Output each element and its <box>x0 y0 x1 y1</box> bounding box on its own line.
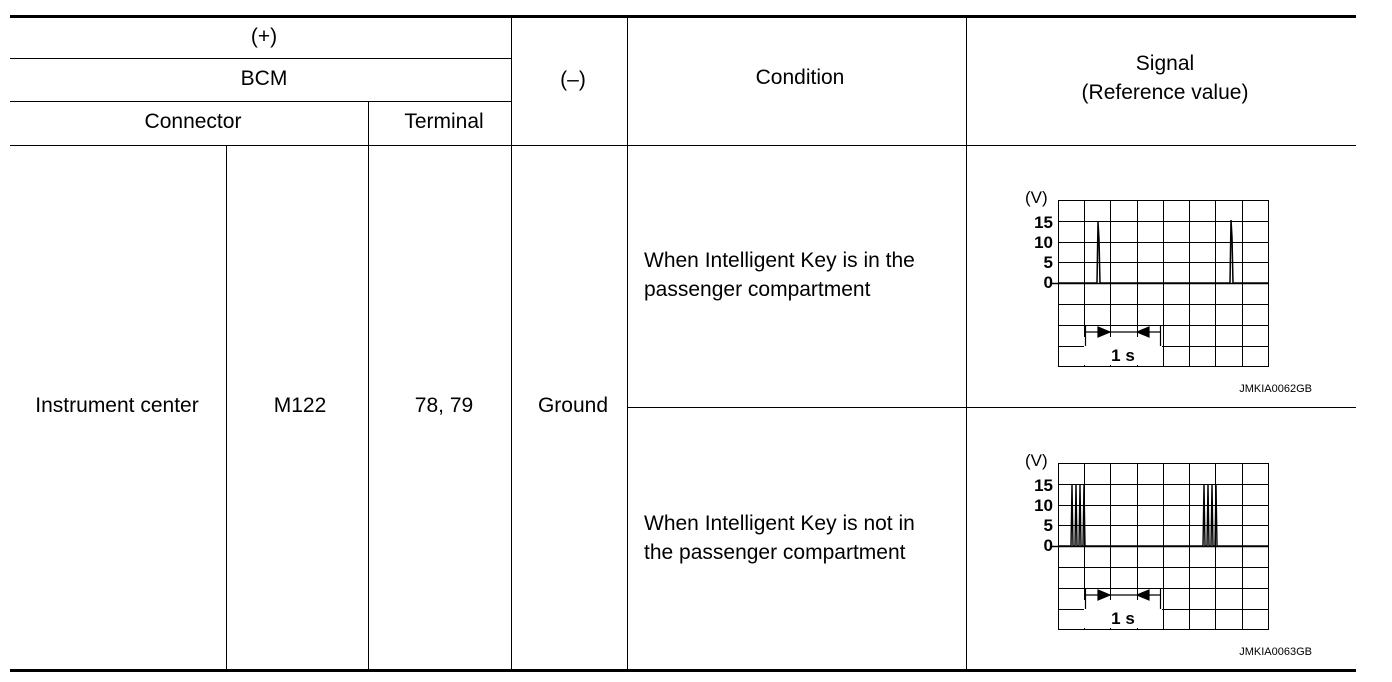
header-rule-plus <box>10 58 512 59</box>
col-divider-signal <box>966 18 967 669</box>
figure-code: JMKIA0062GB <box>1239 383 1312 395</box>
col-divider-connector <box>226 145 227 669</box>
header-signal: Signal <box>1135 52 1195 75</box>
col-divider-condition <box>627 18 628 669</box>
header-rule-bcm <box>10 101 512 102</box>
ytick-5: 5 <box>1043 516 1053 535</box>
col-divider-minus <box>511 18 512 669</box>
ytick-15: 15 <box>1034 476 1053 495</box>
col-divider-terminal <box>368 101 369 669</box>
ytick-15: 15 <box>1034 213 1053 232</box>
connector-number: M122 <box>273 394 327 417</box>
condition-2-line-2: the passenger compartment <box>644 541 906 564</box>
terminal-number: 78, 79 <box>414 394 474 417</box>
ytick-0: 0 <box>1043 536 1053 555</box>
header-reference-value: (Reference value) <box>1081 81 1249 104</box>
header-bcm: BCM <box>240 67 288 90</box>
time-scale-label: 1 s <box>1111 609 1135 628</box>
ytick-10: 10 <box>1034 233 1053 252</box>
ytick-10: 10 <box>1034 496 1053 515</box>
connector-name: Instrument center <box>35 394 199 417</box>
y-unit-label: (V) <box>1025 451 1048 470</box>
condition-separator <box>628 407 1356 408</box>
header-bottom-rule <box>10 145 1356 146</box>
header-minus: (–) <box>560 68 586 91</box>
figure-code: JMKIA0063GB <box>1239 646 1312 658</box>
ytick-5: 5 <box>1043 253 1053 272</box>
header-condition: Condition <box>755 66 845 89</box>
ytick-0: 0 <box>1043 273 1053 292</box>
header-plus: (+) <box>250 25 278 48</box>
header-terminal: Terminal <box>404 110 484 133</box>
time-scale-label: 1 s <box>1111 346 1135 365</box>
condition-1-line-2: passenger compartment <box>644 278 871 301</box>
table-bottom-border <box>10 669 1356 672</box>
signal-waveform-2 <box>1010 445 1330 665</box>
condition-2-line-1: When Intelligent Key is not in <box>644 512 915 535</box>
table-top-border <box>10 15 1356 18</box>
signal-waveform-1 <box>1010 182 1330 402</box>
condition-1-line-1: When Intelligent Key is in the <box>644 249 915 272</box>
header-connector: Connector <box>144 110 242 133</box>
minus-ground: Ground <box>537 394 609 417</box>
y-unit-label: (V) <box>1025 188 1048 207</box>
